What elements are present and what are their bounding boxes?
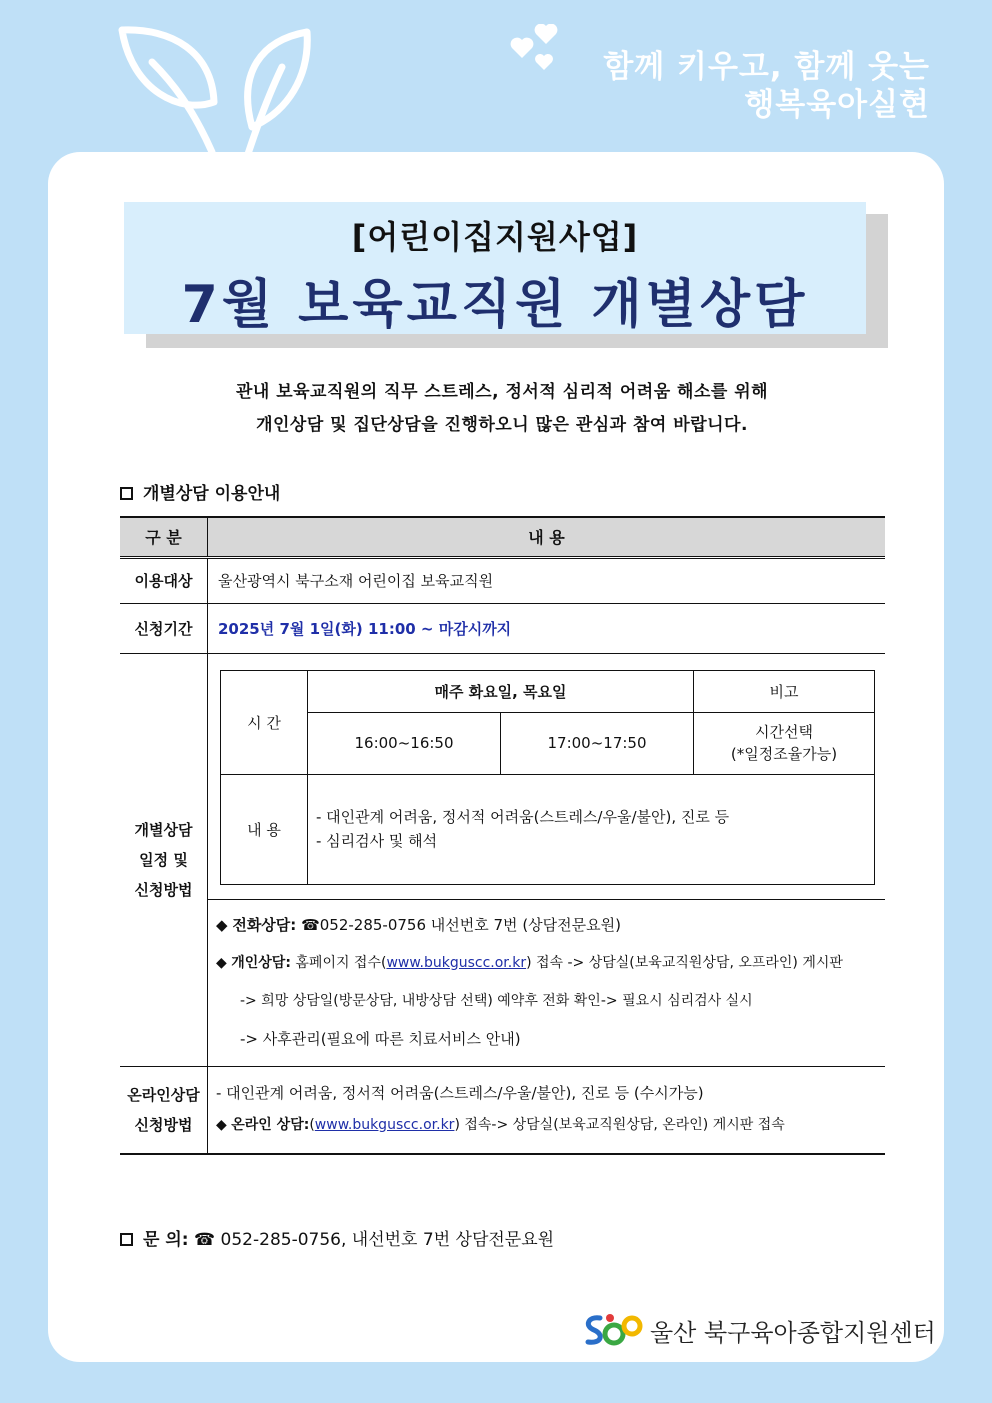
- table-row: [120, 557, 885, 603]
- online-consult-label: 온라인 상담:: [231, 1116, 310, 1133]
- section-title-text: 개별상담 이용안내: [143, 484, 281, 504]
- schedule-label-1: 개별상담: [134, 820, 193, 839]
- personal-line: [216, 944, 877, 982]
- period-label: 신청기간: [120, 603, 208, 653]
- page-title: 7월 보육교직원 개별상담: [181, 275, 809, 335]
- homepage-link[interactable]: www.bukguscc.or.kr: [386, 954, 527, 971]
- days-header: 매주 화요일, 목요일: [308, 670, 694, 712]
- online-label-1: 온라인상담: [127, 1085, 200, 1104]
- personal-pre: 홈페이지 접수(: [295, 954, 387, 971]
- note-line-2: (*일정조율가능): [730, 745, 838, 763]
- contact-label: 문 의:: [143, 1230, 189, 1250]
- period-value: 2025년 7월 1일(화) 11:00 ~ 마감시까지: [208, 603, 886, 653]
- online-line-2: [216, 1109, 877, 1141]
- leaf-icon: [112, 22, 312, 162]
- online-label: [120, 1066, 208, 1154]
- center-logo: [582, 1310, 936, 1350]
- checkbox-square-icon: [120, 1233, 133, 1246]
- phone-line: [216, 906, 877, 944]
- personal-label: 개인상담:: [231, 954, 291, 971]
- content-row: [221, 774, 875, 884]
- content-line-1: - 대인관계 어려움, 정서적 어려움(스트레스/우울/불안), 진로 등: [316, 808, 730, 826]
- checkbox-square-icon: [120, 487, 133, 500]
- contact-value: ☎ 052-285-0756, 내선번호 7번 상담전문요원: [193, 1230, 555, 1250]
- schedule-slot-row: [221, 712, 875, 774]
- schedule-label-3: 신청방법: [134, 880, 193, 899]
- table-row: [120, 1066, 885, 1154]
- contact-line: [120, 1225, 554, 1250]
- phone-label: 전화상담:: [232, 915, 297, 934]
- online-post: ) 접속-> 상담실(보육교직원상담, 온라인) 게시판 접속: [454, 1116, 785, 1133]
- content-label: 내 용: [221, 774, 308, 884]
- intro-line-1: 관내 보육교직원의 직무 스트레스, 정서적 심리적 어려움 해소를 위해: [235, 382, 769, 402]
- table-row: [120, 653, 885, 899]
- online-cell: [208, 1066, 886, 1154]
- schedule-label-2: 일정 및: [139, 850, 188, 869]
- header-category: 구 분: [120, 517, 208, 557]
- intro-text: [120, 376, 884, 442]
- phone-value: ☎052-285-0756 내선번호 7번 (상담전문요원): [301, 915, 621, 934]
- header-content: 내 용: [208, 517, 886, 557]
- online-label-2: 신청방법: [134, 1115, 193, 1134]
- center-logo-text: 울산 북구육아종합지원센터: [650, 1318, 936, 1347]
- diamond-bullet-icon: ◆: [216, 954, 227, 971]
- title-box: [124, 202, 866, 334]
- content-line-2: - 심리검사 및 해석: [316, 832, 438, 850]
- target-value: 울산광역시 북구소재 어린이집 보육교직원: [208, 557, 886, 603]
- time-slot-1: 16:00~16:50: [308, 712, 501, 774]
- intro-line-2: 개인상담 및 집단상담을 진행하오니 많은 관심과 참여 바랍니다.: [256, 415, 748, 435]
- time-label: 시 간: [221, 670, 308, 774]
- info-table: [120, 516, 885, 1155]
- table-row: [120, 899, 885, 1066]
- online-line-1: - 대인관계 어려움, 정서적 어려움(스트레스/우울/불안), 진로 등 (수시가능): [216, 1083, 704, 1102]
- slogan-line-1: 함께 키우고, 함께 웃는: [603, 49, 930, 85]
- apply-method-cell: [208, 899, 886, 1066]
- personal-line-3: -> 사후관리(필요에 따른 치료서비스 안내): [240, 1029, 521, 1048]
- title-sub: [어린이집지원사업]: [351, 218, 639, 256]
- schedule-header-row: [221, 670, 875, 712]
- table-row: [120, 603, 885, 653]
- content-cell: [308, 774, 875, 884]
- schedule-table: [220, 670, 875, 885]
- schedule-label: [120, 653, 208, 1066]
- personal-line-2: -> 희망 상담일(방문상담, 내방상담 선택) 예약후 전화 확인-> 필요시 심리검사 실시: [240, 992, 753, 1009]
- note-cell: [694, 712, 875, 774]
- online-link[interactable]: www.bukguscc.or.kr: [314, 1116, 455, 1133]
- center-logo-icon: [582, 1312, 644, 1348]
- diamond-bullet-icon: ◆: [216, 915, 228, 934]
- note-header: 비고: [694, 670, 875, 712]
- table-header-row: [120, 517, 885, 557]
- section-title: [120, 479, 280, 504]
- slogan-line-2: 행복육아실현: [744, 87, 930, 123]
- time-slot-2: 17:00~17:50: [501, 712, 694, 774]
- slogan: [603, 48, 930, 124]
- online-pre: (: [309, 1116, 315, 1133]
- hearts-icon: [508, 24, 568, 74]
- schedule-cell: [208, 653, 886, 899]
- target-label: 이용대상: [120, 557, 208, 603]
- personal-post: ) 접속 -> 상담실(보육교직원상담, 오프라인) 게시판: [526, 954, 843, 971]
- diamond-bullet-icon: ◆: [216, 1116, 227, 1133]
- note-line-1: 시간선택: [755, 723, 813, 741]
